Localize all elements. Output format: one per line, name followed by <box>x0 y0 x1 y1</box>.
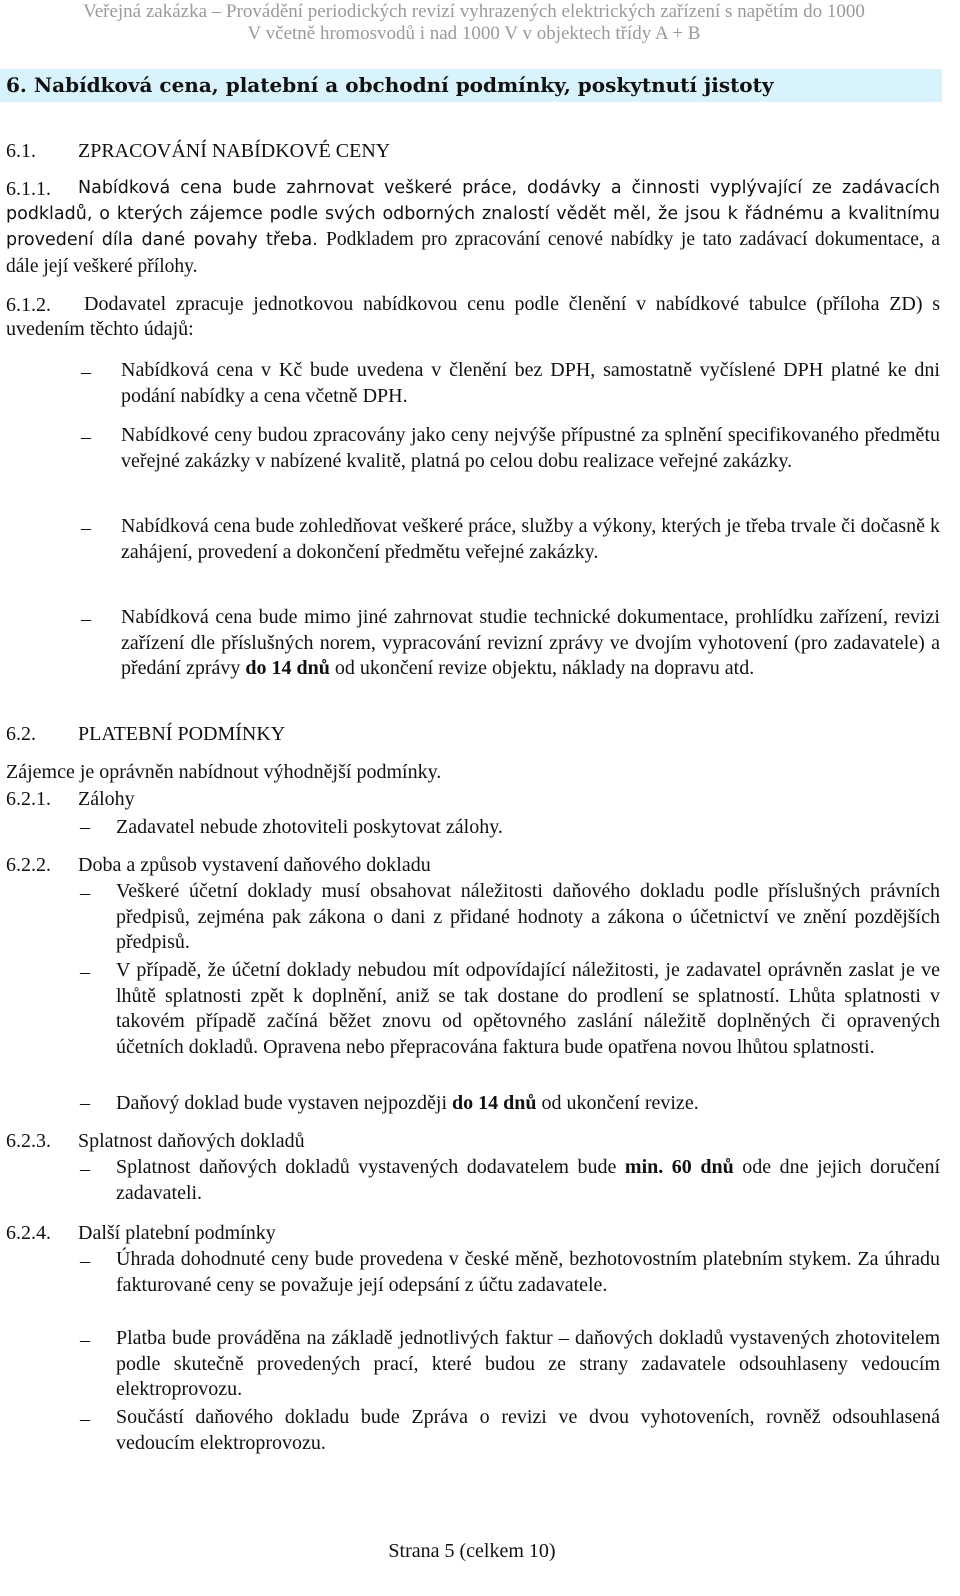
header-line-2: V včetně hromosvodů i nad 1000 V v objektech třídy A + B <box>247 23 701 44</box>
bullet-dash: – <box>81 361 91 383</box>
bullet-6-1-b: Nabídkové ceny budou zpracovány jako ceny nejvýše přípustné za splnění specifikovaného předmětu veřejné zakázky v nabízené kvalitě, platná po celou dobu realizace veřejné zakázky. <box>121 424 940 472</box>
section-6-2-3-number: 6.2.3. <box>6 1130 51 1152</box>
chapter-title: 6. Nabídková cena, platební a obchodní podmínky, poskytnutí jistoty <box>6 73 774 97</box>
section-6-2-3-item <box>116 1155 940 1206</box>
section-6-2-number: 6.2. <box>6 723 36 745</box>
bullet-dash: – <box>80 1092 90 1114</box>
section-6-2-1-item: Zadavatel nebude zhotoviteli poskytovat zálohy. <box>116 816 503 838</box>
section-6-2-2-item-3-end: od ukončení revize. <box>541 1092 699 1114</box>
bullet-6-1-a: Nabídková cena v Kč bude uvedena v členění bez DPH, samostatně vyčíslené DPH platné ke dni podání nabídky a cena včetně DPH. <box>121 359 940 407</box>
section-6-2-2-item-1: Veškeré účetní doklady musí obsahovat náležitosti daňového dokladu podle příslušných právních předpisů, zejména pak zákona o dani z přidané hodnoty a zákona o účetnictví ve znění pozdějších předpisů. <box>116 880 940 954</box>
section-6-2-4-number: 6.2.4. <box>6 1222 51 1244</box>
section-6-1-title: ZPRACOVÁNÍ NABÍDKOVÉ CENY <box>78 140 391 162</box>
bullet-6-1-d-text-end: od ukončení revize objektu, náklady na dopravu atd. <box>334 657 755 680</box>
para-6-1-1-text-b: Podkladem pro zpracování cenové nabídky je tato zadávací dokumentace, a dále její veškeré přílohy. <box>6 229 940 277</box>
section-6-2-4-item-3: Součástí daňového dokladu bude Zpráva o revizi ve dvou vyhotoveních, rovněž odsouhlasená vedoucím elektroprovozu. <box>116 1406 940 1454</box>
bullet-dash: – <box>80 1158 90 1180</box>
section-6-1-number: 6.1. <box>6 140 36 162</box>
para-6-1-1-text-a: Nabídková cena bude zahrnovat veškeré práce, dodávky a činnosti vyplývající ze zadávacích podkladů, o kterých zájemce podle svých odborných znalostí vědět měl, že jsou k řádnému a kvalitnímu provedení díla dané povahy třeba. <box>6 178 940 250</box>
para-6-1-1-number: 6.1.1. <box>6 178 51 200</box>
section-6-2-3-item-bold: min. 60 dnů <box>624 1156 734 1178</box>
bullet-dash: – <box>81 426 91 448</box>
bullet-6-1-d-text: Nabídková cena bude mimo jiné zahrnovat studie technické dokumentace, prohlídku zařízení, revizi zařízení dle příslušných norem, vypracování revizní zprávy ve dvojím vyhotovení (pro zadavatele) a předání zprávy <box>121 606 940 680</box>
para-6-1-1 <box>6 176 940 280</box>
bullet-6-1-d <box>121 605 940 682</box>
section-6-2-4-title: Další platební podmínky <box>78 1222 276 1244</box>
section-6-2-title: PLATEBNÍ PODMÍNKY <box>78 723 286 745</box>
section-6-2-2-item-3-bold: do 14 dnů <box>452 1092 537 1114</box>
section-6-2-2-title: Doba a způsob vystavení daňového dokladu <box>78 854 431 876</box>
bullet-dash: – <box>80 816 90 838</box>
section-6-2-2-item-2: V případě, že účetní doklady nebudou mít odpovídající náležitosti, je zadavatel oprávněn zaslat je ve lhůtě splatnosti zpět k doplnění, aniž se tak dostane do prodlení se splatností. Lhůta splatnosti v takovém případě začíná běžet znovu od opětovného zaslání náležitě doplněných či opravených účetních dokladů. Opravena nebo přepracována faktura bude opatřena novou lhůtou splatnosti. <box>116 959 940 1059</box>
section-6-2-3-item-end: ode dne jejich doručení zadavateli. <box>116 1156 941 1204</box>
section-6-2-4-item-2: Platba bude prováděna na základě jednotlivých faktur – daňových dokladů vystavených zhotovitelem podle skutečně provedených prací, které budou ze strany zadavatele odsouhlaseny vedoucím elektroprovozu. <box>116 1327 940 1401</box>
section-6-2-intro: Zájemce je oprávněn nabídnout výhodnější podmínky. <box>6 761 442 783</box>
bullet-dash: – <box>80 1250 90 1272</box>
bullet-dash: – <box>81 608 91 630</box>
bullet-dash: – <box>80 1329 90 1351</box>
bullet-dash: – <box>80 961 90 983</box>
bullet-6-1-c: Nabídková cena bude zohledňovat veškeré práce, služby a výkony, kterých je třeba trvale či dočasně k zahájení, provedení a dokončení předmětu veřejné zakázky. <box>121 515 940 563</box>
bullet-dash: – <box>81 517 91 539</box>
section-6-2-2-item-3 <box>116 1091 699 1115</box>
section-6-2-3-title: Splatnost daňových dokladů <box>78 1130 305 1152</box>
header-line-1: Veřejná zakázka – Provádění periodických revizí vyhrazených elektrických zařízení s napětím do 1000 <box>83 1 865 22</box>
section-6-2-1-number: 6.2.1. <box>6 788 51 810</box>
bullet-dash: – <box>80 1408 90 1430</box>
section-6-2-2-item-3-text: Daňový doklad bude vystaven nejpozději <box>116 1092 448 1114</box>
para-6-1-2: Dodavatel zpracuje jednotkovou nabídkovou cenu podle členění v nabídkové tabulce (příloha ZD) s uvedením těchto údajů: <box>6 293 940 340</box>
section-6-2-4-item-1: Úhrada dohodnuté ceny bude provedena v české měně, bezhotovostním platebním stykem. Za úhradu fakturované ceny se považuje její odepsání z účtu zadavatele. <box>116 1248 940 1296</box>
para-6-1-2-number: 6.1.2. <box>6 294 51 316</box>
section-6-2-2-number: 6.2.2. <box>6 854 51 876</box>
page-footer: Strana 5 (celkem 10) <box>388 1540 556 1562</box>
bullet-6-1-d-bold: do 14 dnů <box>245 657 330 680</box>
section-6-2-3-item-text: Splatnost daňových dokladů vystavených dodavatelem bude <box>116 1156 617 1178</box>
section-6-2-1-title: Zálohy <box>78 788 135 810</box>
bullet-dash: – <box>80 882 90 904</box>
